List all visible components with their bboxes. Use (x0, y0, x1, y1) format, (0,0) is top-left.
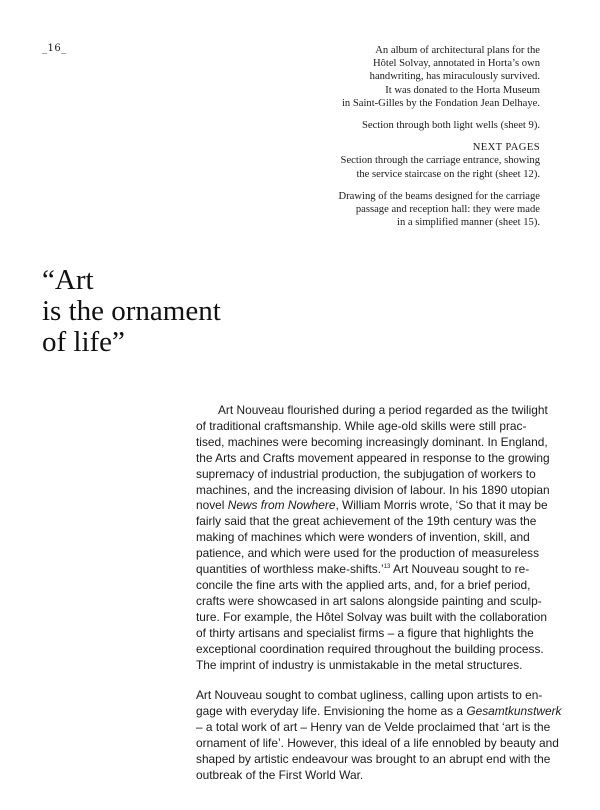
text-line: – a total work of art – Henry van de Velde proclaimed that ‘art is the (196, 720, 551, 735)
text-line: The imprint of industry is unmistakable in the metal structures. (196, 657, 523, 672)
caption-line: the service staircase on the right (sheet 12). (356, 168, 540, 180)
text-line: supremacy of industrial production, the subjugation of workers to (196, 466, 536, 481)
text-line (196, 704, 562, 720)
caption-line: Drawing of the beams designed for the carriage (338, 190, 540, 202)
text-run: quantities of worthless make-shifts.’ (196, 562, 384, 577)
text-line: Art Nouveau sought to combat ugliness, calling upon artists to en- (196, 688, 543, 703)
text-line: the Arts and Crafts movement appeared in response to the growing (196, 450, 550, 465)
quote-line: “Art (42, 264, 94, 296)
caption-line: Section through the carriage entrance, showing (340, 155, 540, 167)
caption-light-wells (318, 119, 540, 132)
text-line: of thirty artisans and specialist firms – a figure that highlights the (196, 625, 534, 640)
text-line: exceptional coordination required throughout the building process. (196, 641, 544, 656)
text-line: making of machines which were wonders of invention, skill, and (196, 530, 530, 545)
page-number: _16_ (42, 43, 67, 54)
book-title: News from Nowhere (227, 498, 336, 513)
text-line: outbreak of the First World War. (196, 767, 364, 782)
caption-next-pages (318, 141, 540, 181)
caption-beams (318, 190, 540, 230)
caption-heading: NEXT PAGES (472, 142, 540, 154)
text-line: ture. For example, the Hôtel Solvay was built with the collaboration (196, 609, 547, 624)
caption-line: handwriting, has miraculously survived. (369, 71, 540, 83)
footnote-reference: 13 (383, 564, 391, 571)
pull-quote (42, 265, 221, 358)
text-line: shaped by artistic endeavour was brought to an abrupt end with the (196, 752, 551, 767)
caption-column (318, 44, 540, 238)
body-text (196, 403, 562, 784)
caption-line: An album of architectural plans for the (375, 45, 540, 56)
caption-line: passage and reception hall: they were made (355, 204, 540, 216)
text-run: , William Morris wrote, ‘So that it may be (335, 498, 548, 513)
caption-line: Section through both light wells (sheet 9). (361, 120, 540, 132)
text-line: ornament of life’. However, this ideal of a life ennobled by beauty and (196, 736, 559, 751)
text-line: concile the fine arts with the applied arts, and, for a brief period, (196, 577, 531, 592)
text-run: gage with everyday life. Envisioning the home as a (196, 704, 467, 719)
text-line: patience, and which were used for the production of measureless (196, 546, 540, 561)
caption-line: in Saint-Gilles by the Fondation Jean Delhaye. (341, 97, 540, 109)
text-line: fairly said that the great achievement of the 19th century was the (196, 514, 537, 529)
text-line: of traditional craftsmanship. While age-old skills were still prac- (196, 418, 527, 433)
paragraph-1 (196, 403, 550, 673)
paragraph-2 (196, 688, 562, 783)
quote-line: is the ornament (42, 295, 221, 327)
text-line: machines, and the increasing division of labour. In his 1890 utopian (196, 482, 550, 497)
foreign-term: Gesamtkunstwerk (466, 704, 562, 719)
text-line: Art Nouveau flourished during a period regarded as the twilight (218, 403, 548, 417)
caption-album (318, 44, 540, 110)
text-run: novel (196, 498, 228, 513)
text-line: crafts were showcased in art salons alongside painting and sculp- (196, 593, 542, 608)
text-line (196, 498, 548, 514)
text-line (196, 562, 542, 578)
quote-line: of life” (42, 326, 125, 358)
caption-line: in a simplified manner (sheet 15). (397, 217, 540, 229)
caption-line: It was donated to the Horta Museum (385, 84, 540, 96)
text-run: Art Nouveau sought to re- (390, 562, 530, 577)
text-line: tised, machines were becoming increasingly dominant. In England, (196, 434, 548, 449)
caption-line: Hôtel Solvay, annotated in Horta’s own (372, 58, 540, 70)
